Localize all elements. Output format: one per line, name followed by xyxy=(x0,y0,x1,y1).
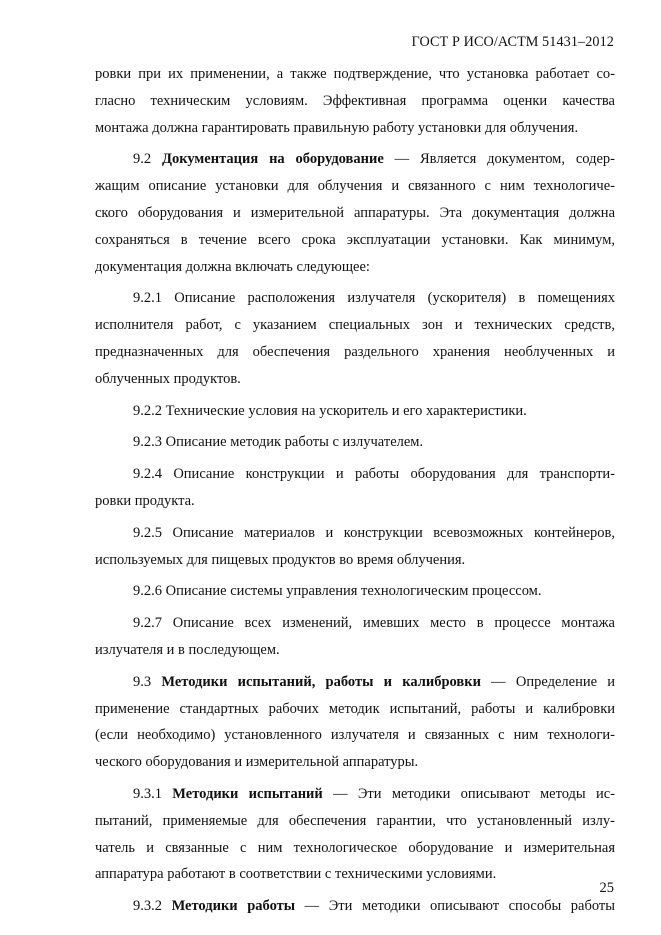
text-line: чатель и связанные с ним технологическое оборудование и измерительная xyxy=(95,839,615,856)
text-line: гласно техническим условиям. Эффективная программа оценки качества xyxy=(95,92,615,109)
section-text: — Определение и xyxy=(480,673,615,690)
text-line: применение стандартных рабочих методик испытаний, работы и калибровки xyxy=(95,700,615,717)
section-title: Методики испытаний xyxy=(172,785,323,802)
text-line: излучателя и в последующем. xyxy=(95,641,280,658)
text-line: облученных продуктов. xyxy=(95,370,241,387)
section-text: — Эти методики описывают методы ис- xyxy=(322,785,615,802)
section-number: 9.3 xyxy=(133,673,152,690)
section-9-3-heading-line xyxy=(95,669,615,696)
text-line: монтажа должна гарантировать правильную работу установки для облучения. xyxy=(95,119,579,136)
text-line: 9.2.5 Описание материалов и конструкции всевозможных контейнеров, xyxy=(133,524,615,541)
text-line: ровки при их применении, а также подтверждение, что установка работает со- xyxy=(95,66,615,82)
section-9-2-heading-line xyxy=(95,146,615,173)
text-line: 9.2.2 Технические условия на ускоритель и его характеристики. xyxy=(133,402,527,419)
text-line: документация должна включать следующее: xyxy=(95,258,370,275)
text-line: 9.2.6 Описание системы управления технологическим процессом. xyxy=(133,583,542,600)
text-line: 9.2.3 Описание методик работы с излучателем. xyxy=(133,434,424,451)
section-9-3-2-heading-line xyxy=(95,893,615,920)
section-title: Методики испытаний, работы и калибровки xyxy=(161,673,481,690)
text-line: (если необходимо) установленного излучателя и связанных с ним технологи- xyxy=(95,727,615,744)
text-line: аппаратура работают в соответствии с техническими условиями. xyxy=(95,866,497,883)
text-line: сохраняться в течение всего срока эксплуатации установки. Как минимум, xyxy=(95,231,615,248)
text-line: пытаний, применяемые для обеспечения гарантии, что установленный излу- xyxy=(95,812,615,829)
text-line: 9.2.4 Описание конструкции и работы оборудования для транспорти- xyxy=(133,466,615,483)
text-line: жащим описание установки для облучения и связанного с ним технологиче- xyxy=(95,178,615,195)
section-title: Методики работы xyxy=(171,898,296,915)
section-title: Документация на оборудование xyxy=(162,151,384,168)
text-line: исполнителя работ, с указанием специальных зон и технических средств, xyxy=(95,317,615,334)
section-number: 9.2 xyxy=(133,151,152,168)
text-line: ровки продукта. xyxy=(95,492,195,509)
text-line: предназначенных для обеспечения раздельного хранения необлученных и xyxy=(95,343,615,360)
text-line: ческого оборудования и измерительной аппаратуры. xyxy=(95,754,419,771)
page-body xyxy=(95,61,615,920)
text-line: 9.2.1 Описание расположения излучателя (ускорителя) в помещениях xyxy=(133,290,615,307)
text-line: используемых для пищевых продуктов во время облучения. xyxy=(95,551,466,568)
page-number: 25 xyxy=(599,880,614,896)
section-text: — Эти методики описывают способы работы xyxy=(295,898,615,915)
section-number: 9.3.1 xyxy=(133,785,162,802)
section-9-3-1-heading-line xyxy=(95,781,615,808)
text-line: 9.2.7 Описание всех изменений, имевших место в процессе монтажа xyxy=(133,615,615,632)
section-text: — Является документом, содер- xyxy=(383,151,616,168)
text-line: ского оборудования и измерительной аппаратуры. Эта документация должна xyxy=(95,204,615,221)
section-number: 9.3.2 xyxy=(133,898,162,915)
standard-code-header: ГОСТ Р ИСО/АСТМ 51431–2012 xyxy=(411,34,614,50)
